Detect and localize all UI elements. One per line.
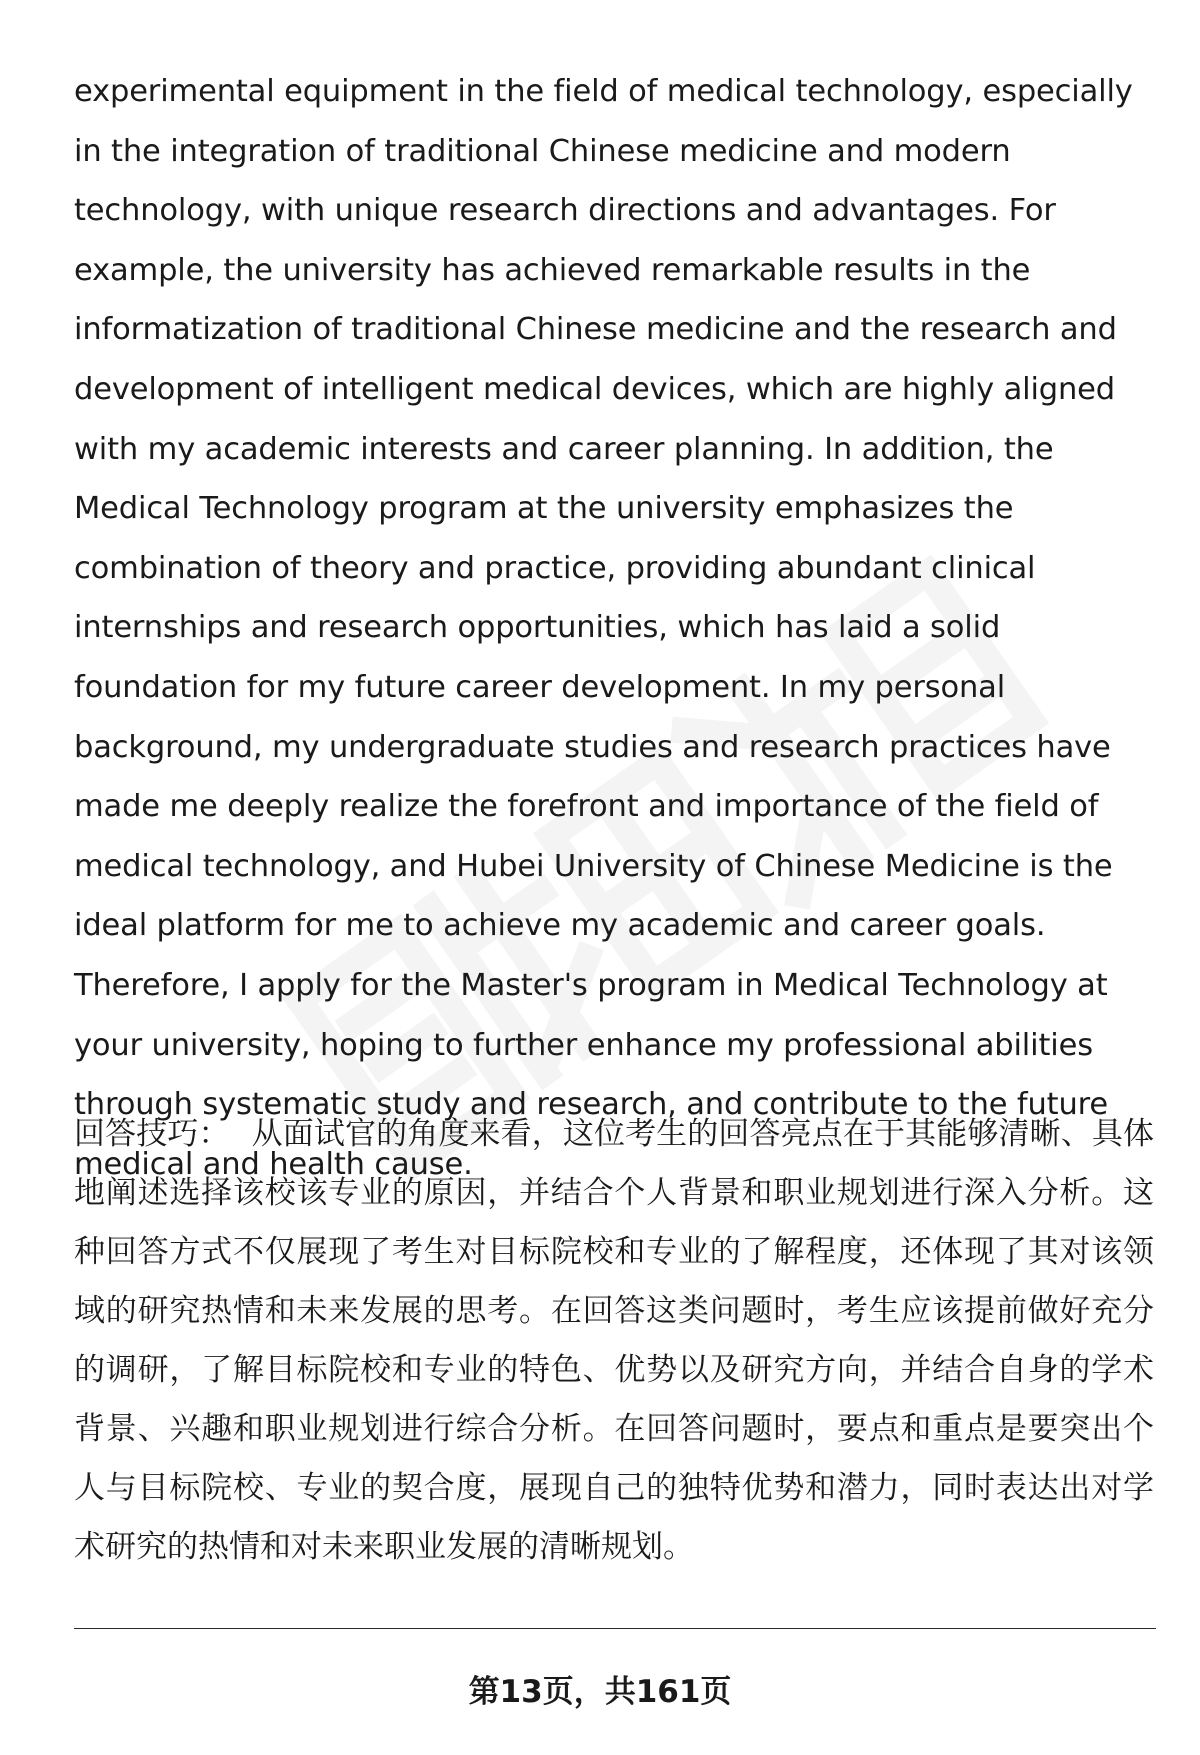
page-number: 第13页，共161页 bbox=[468, 1674, 732, 1710]
answer-paragraph: experimental equipment in the field of medical technology, especially in the integration of traditional Chinese medicine and modern technology, with unique research directions and advantages. For example, the university has achieved remarkable results in the informatization of traditional Chinese medicine and the research and development of intelligent medical devices, which are highly aligned with my academic interests and career planning. In addition, the Medical Technology program at the university emphasizes the combination of theory and practice, providing abundant clinical internships and research opportunities, which has laid a solid foundation for my future career development. In my personal background, my undergraduate studies and research practices have made me deeply realize the forefront and importance of the field of medical technology, and Hubei University of Chinese Medicine is the ideal platform for me to achieve my academic and career goals. Therefore, I apply for the Master's program in Medical Technology at your university, hoping to further enhance my professional abilities through systematic study and research, and contribute to the future medical and health cause. bbox=[74, 74, 1133, 1182]
answer-tips bbox=[74, 1105, 1154, 1577]
tips-label: 回答技巧： bbox=[74, 1116, 230, 1152]
tips-text: 从面试官的角度来看，这位考生的回答亮点在于其能够清晰、具体地阐述选择该校该专业的原因，并结合个人背景和职业规划进行深入分析。这种回答方式不仅展现了考生对目标院校和专业的了解程度，还体现了其对该领域的研究热情和未来发展的思考。在回答这类问题时，考生应该提前做好充分的调研，了解目标院校和专业的特色、优势以及研究方向，并结合自身的学术背景、兴趣和职业规划进行综合分析。在回答问题时，要点和重点是要突出个人与目标院校、专业的契合度，展现自己的独特优势和潜力，同时表达出对学术研究的热情和对未来职业发展的清晰规划。 bbox=[74, 1116, 1155, 1565]
footer-divider bbox=[74, 1628, 1156, 1629]
